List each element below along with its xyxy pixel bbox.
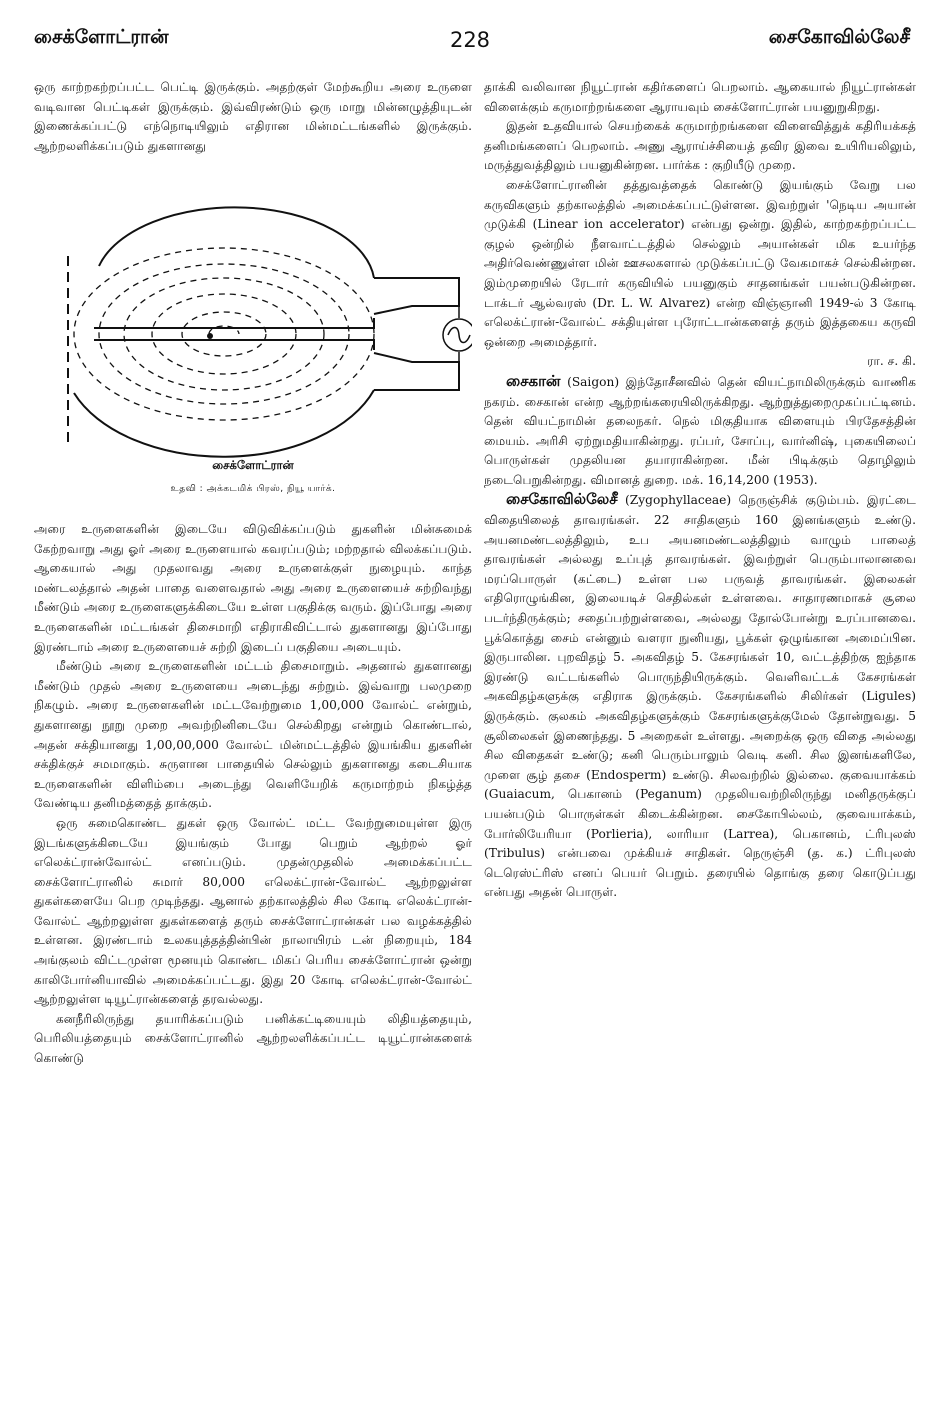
entry-headword: சைகோவில்லேசீ bbox=[506, 490, 618, 509]
paragraph: ஒரு காற்றகற்றப்பட்ட பெட்டி இருக்கும். அதற்குள் மேற்கூறிய அரை உருளை வடிவான பெட்டிகள் இருக்கும். இவ்விரண்டும் ஒரு மாறு மின்னழுத்தியுடன் இணைக்கப்பட்டு எந்நொடியிலும் எதிரான மின்மட்டங்களில் இருக்கும். ஆற்றலளிக்கப்படும் துகளானது bbox=[34, 80, 472, 153]
entry-zygophyllaceae bbox=[484, 490, 916, 902]
cyclotron-diagram bbox=[34, 198, 472, 498]
paragraph: கனநீரிலிருந்து தயாரிக்கப்படும் பனிக்கட்டியையும் லிதியத்தையும், பெரிலியத்தையும் சைக்ளோட்ரானில் ஆற்றலளிக்கப்பட்ட டியூட்ரான்களைக் கொண்டு bbox=[34, 1011, 472, 1066]
paragraph: மீண்டும் அரை உருளைகளின் மட்டம் திசைமாறும். அதனால் துகளானது மீண்டும் முதல் அரை உருளையை அடைந்து சுற்றும். இவ்வாறு பலமுறை நிகழும். அரை உருளைகளின் மட்டவேற்றுமை 1,00,000 வோல்ட் என்றும், துகளானது நூறு முறை அவற்றினிடையே செல்கிறது என்றும் கொண்டால், அதன் சக்தியானது 1,00,00,000 வோல்ட் மின்மட்டத்தில் இயங்கிய துகளின் சக்திக்குச் சமமாகும். சுருளான பாதையில் செல்லும் துகளானது கடைசியாக உருளைகளின் விளிம்பை அடைந்து வெளியேறிக் கருமாற்றம் நிகழ்த்த வேண்டிய தனிமத்தைத் தாக்கும். bbox=[34, 659, 472, 811]
entry-body: (Zygophyllaceae) நெருஞ்சிக் குடும்பம். இரட்டை விதையிலைத் தாவரங்கள். 22 சாதிகளும் 160 இனங்களும் உண்டு. அயனமண்டலத்திலும், உப அயனமண்டலத்திலும் வாழும் பாலைத் தாவரங்கள் அல்லது உப்புத் தாவரங்கள். இவற்றுள் பெரும்பாலானவை மரப்பொருள் (கட்டை) உள்ள பல பருவத் தாவரங்கள். இலைகள் எதிரொழுங்கின, இலையடிச் செதில்கள் உள்ளவை. சாதாரணமாகச் சூலை படர்ந்திருக்கும்; சதைப்பற்றுள்ளவை, அல்லது தோல்போன்று உரப்பானவை. பூக்கொத்து சைம் என்னும் வளரா நுனியது, பூக்கள் ஒழுங்கான அமைப்பின. இருபாலின. புறவிதழ் 5. அகவிதழ் 5. கேசரங்கள் 10, வட்டத்திற்கு ஐந்தாக இரண்டு வட்டங்களில் பொருந்தியிருக்கும். வெளிவட்டக் கேசரங்கள் அகவிதழ்களுக்கு எதிராக இருக்கும். கேசரங்களில் சிலிர்கள் (Ligules) இருக்கும். குலகம் அகவிதழ்களுக்கும் கேசரங்களுக்குமேல் தோன்றுவது. 5 சூலிலைகள் இணைந்தது. 5 அறைகள் உள்ளது. அறைக்கு ஒரு விதை அல்லது சில விதைகள் உண்டு; கனி பெரும்பாலும் வெடி கனி. சில இனங்களிலே, முளை சூழ் தசை (Endosperm) உண்டு. சிலவற்றில் இல்லை. குவையாக்கம் (Guaiacum, பெகானம் (Peganum) முதலியவற்றிலிருந்து மனிதருக்குப் பயன்படும் பொருள்கள் கிடைக்கின்றன. சைகோபில்லம், குவையாக்கம், போர்லியேரியா (Porlieria), லாரியா (Larrea), பெகானம், ட்ரிபுலஸ் (Tribulus) என்பவை முக்கியச் சாதிகள். நெருஞ்சி (த. க.) ட்ரிபுலஸ் டெரெஸ்ட்ரிஸ் எனப் பெயர் பெறும். தரையில் தொங்கு தரை கொடுப்பது என்பது அதன் பொருள். bbox=[484, 493, 916, 900]
author-initials: ரா. ச. கி. bbox=[867, 354, 916, 369]
entry-body: (Saigon) இந்தோசீனவில் தென் வியட்நாமிலிருக்கும் வாணிக நகரம். சைகான் என்ற ஆற்றங்கரையிலிருக்கிறது. ஆற்றுத்துறைமுகப்பட்டினம். தென் வியட்நாமின் தலைநகர். நெல் மிகுதியாக விளையும் பிரதேசத்தின் மையம். அரிசி ஏற்றுமதியாகின்றது. ரப்பர், சோப்பு, வார்னிஷ், புகையிலைப் பொருள்கள் முதலியன தயாராகின்றன. மீன் பிடிக்கும் தொழிலும் நடைபெறுகின்றது. விமானத் துறை. மக். 16,14,200 (1953). bbox=[484, 374, 917, 487]
paragraph: அரை உருளைகளின் இடையே விடுவிக்கப்படும் துகளின் மின்சுமைக் கேற்றவாறு அது ஓர் அரை உருளையால் கவரப்படும்; மற்றதால் விலக்கப்படும். ஆகையால் அது முதலாவது அரை உருளைக்குள் நுழையும். காந்த மண்டலத்தால் அதன் பாதை வளைவதால் அது அரை உருளையைச் சுற்றிவந்து மீண்டும் அரை உருளைகளுக்கிடையே உள்ள பகுதிக்கு வரும். இப்போது அரை உருளைகளின் மட்டங்கள் திசைமாறி எதிராகிவிட்டால் துகளானது இப்போது இரண்டாம் அரை உருளையைச் சுற்றி இடைப் பகுதியை அடையும். bbox=[34, 522, 472, 654]
entry-headword: சைகான் bbox=[506, 371, 561, 390]
paragraph: சைக்ளோட்ரானின் தத்துவத்தைக் கொண்டு இயங்கும் வேறு பல கருவிகளும் தற்காலத்தில் அமைக்கப்பட்டுள்ளன. இவற்றுள் 'நெடிய அயான் முடுக்கி (Linear ion accelerator) என்பது ஒன்று. இதில், காற்றகற்றப்பட்ட குழல் ஒன்றில் நீளவாட்டத்தில் செல்லும் அயான்கள் மிக உயர்ந்த அதிர்வெண்ணுள்ள மின் ஊசலகளால் முடுக்கப்பட்டு வேகமாகச் செல்கின்றன. இம்முறையில் ரேடார் கருவியில் பயனுகும் சாதனங்கள் பயன்படுகின்றன. டாக்டர் ஆல்வரஸ் (Dr. L. W. Alvarez) என்ற விஞ்ஞானி 1949-ல் 3 கோடி எலெக்ட்ரான்-வோல்ட் சக்தியுள்ள புரோட்டான்களைத் தரும் இத்தகைய கருவி ஒன்றை அமைத்தார். bbox=[484, 177, 916, 349]
right-column bbox=[484, 78, 916, 903]
figure-credit: உதவி : அக்கடமிக் பிரஸ், நியூ யார்க். bbox=[170, 484, 336, 494]
page-number: 228 bbox=[449, 28, 491, 52]
running-head-right: சைகோவில்லேசீ bbox=[768, 26, 910, 48]
left-column-top bbox=[34, 78, 472, 156]
paragraph: தாக்கி வலிவான நியூட்ரான் கதிர்களைப் பெறலாம். ஆகையால் நியூட்ரான்கள் விளைக்கும் கருமாற்றங்களை ஆராயவும் சைக்ளோட்ரான் பயனுறுகிறது. bbox=[484, 80, 916, 114]
paragraph: ஒரு சுமைகொண்ட துகள் ஒரு வோல்ட் மட்ட வேற்றுமையுள்ள இரு இடங்களுக்கிடையே இயங்கும் போது பெறும் ஆற்றல் ஓர் எலெக்ட்ரான்வோல்ட் எனப்படும். முதன்முதலில் அமைக்கப்பட்ட சைக்ளோட்ரானில் சுமார் 80,000 எலெக்ட்ரான்-வோல்ட் ஆற்றலுள்ள துகள்களையே பெற முடிந்தது. ஆனால் தற்காலத்தில் சில கோடி எலெக்ட்ரான்-வோல்ட் ஆற்றலுள்ள துகள்களைத் தரும் சைக்ளோட்ரான்கள் பல வழக்கத்தில் உள்ளன. இரண்டாம் உலகயுத்தத்தின்பின் நாலாயிரம் டன் நிறையும், 184 அங்குலம் விட்டமுள்ள மூனயும் கொண்ட மிகப் பெரிய சைக்ளோட்ரான் ஒன்று காலிபோர்னியாவில் அமைக்கப்பட்டது. இது 20 கோடி எலெக்ட்ரான்-வோல்ட் ஆற்றலுள்ள டியூட்ரான்களைத் தரவல்லது. bbox=[34, 815, 472, 1007]
running-head-left: சைக்ளோட்ரான் bbox=[34, 26, 169, 48]
paragraph: இதன் உதவியால் செயற்கைக் கருமாற்றங்களை விளைவித்துக் கதிரியக்கத் தனிமங்களைப் பெறலாம். அணு ஆராய்ச்சியைத் தவிர இவை உயிரியலிலும், மருத்துவத்திலும் பயனுகின்றன. பார்க்க : குறியீடு முறை. bbox=[484, 119, 916, 173]
figure-caption: சைக்ளோட்ரான் bbox=[212, 458, 294, 472]
entry-saigon bbox=[484, 372, 916, 491]
left-column-bottom bbox=[34, 520, 472, 1069]
